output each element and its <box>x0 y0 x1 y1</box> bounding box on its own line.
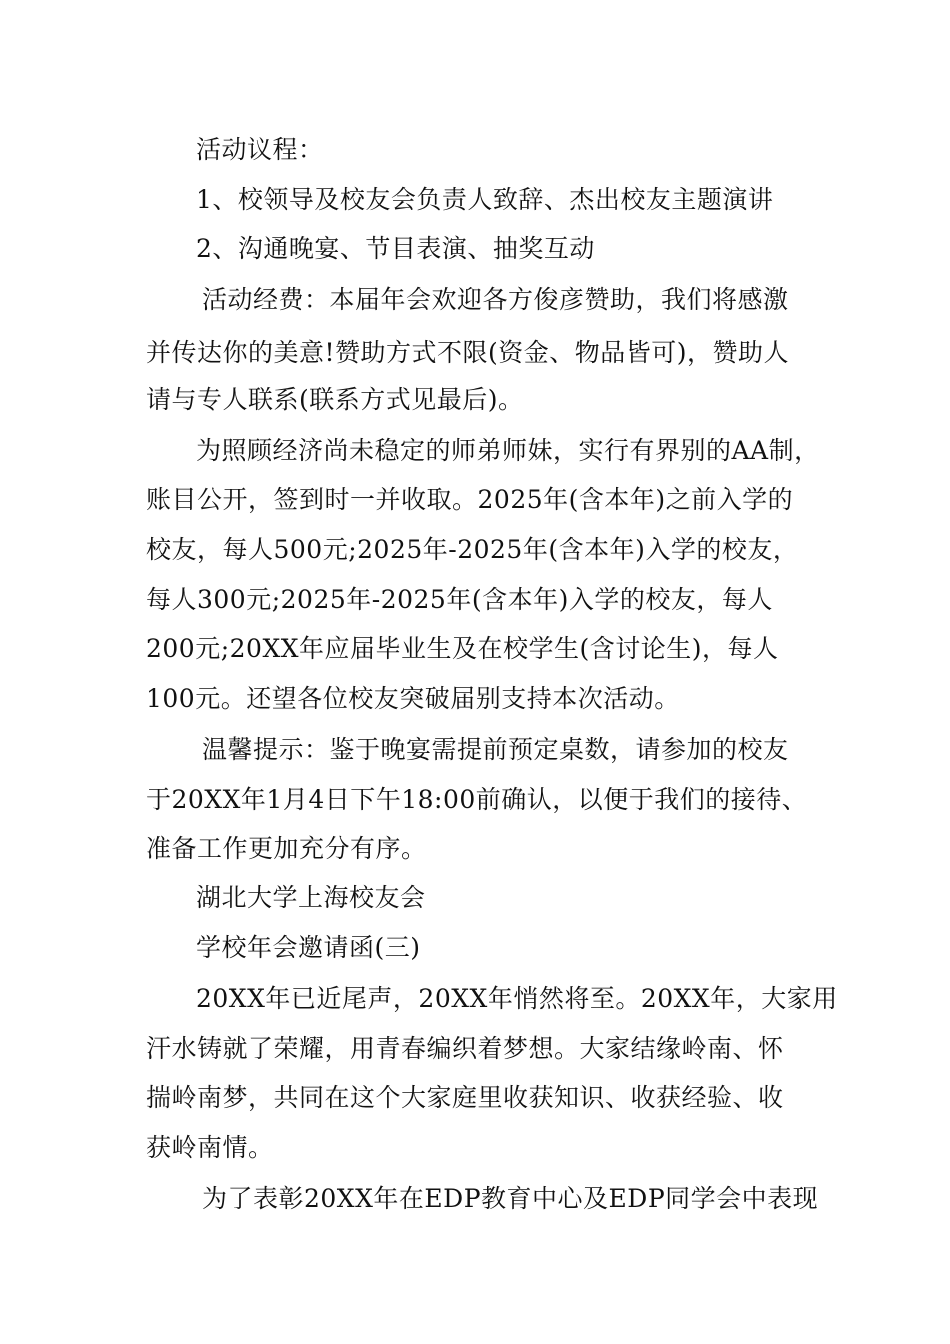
agenda-item-2: 2、沟通晚宴、节目表演、抽奖互动 <box>196 234 595 263</box>
section-title: 学校年会邀请函(三) <box>196 933 421 962</box>
fee-paragraph-line-3: 校友，每人500元;2025年-2025年(含本年)入学的校友， <box>146 535 799 564</box>
fee-paragraph-line-2: 账目公开，签到时一并收取。2025年(含本年)之前入学的 <box>146 485 794 514</box>
funding-paragraph-line-1: 活动经费：本届年会欢迎各方俊彦赞助，我们将感激 <box>202 285 789 314</box>
organizer-signature: 湖北大学上海校友会 <box>196 883 426 912</box>
award-paragraph-line-1: 为了表彰20XX年在EDP教育中心及EDP同学会中表现 <box>202 1184 819 1213</box>
intro-paragraph-line-4: 获岭南情。 <box>146 1133 274 1162</box>
reminder-paragraph-line-3: 准备工作更加充分有序。 <box>146 834 427 863</box>
reminder-paragraph-line-2: 于20XX年1月4日下午18:00前确认，以便于我们的接待、 <box>146 785 808 814</box>
intro-paragraph-line-2: 汗水铸就了荣耀，用青春编织着梦想。大家结缘岭南、怀 <box>146 1034 784 1063</box>
fee-paragraph-line-1: 为照顾经济尚未稳定的师弟师妹，实行有界别的AA制， <box>196 436 820 465</box>
funding-paragraph-line-3: 请与专人联系(联系方式见最后)。 <box>146 385 524 414</box>
reminder-paragraph-line-1: 温馨提示：鉴于晚宴需提前预定桌数，请参加的校友 <box>202 735 789 764</box>
funding-paragraph-line-2: 并传达你的美意!赞助方式不限(资金、物品皆可)，赞助人 <box>146 338 790 367</box>
fee-paragraph-line-5: 200元;20XX年应届毕业生及在校学生(含讨论生)，每人 <box>146 634 779 663</box>
agenda-item-1: 1、校领导及校友会负责人致辞、杰出校友主题演讲 <box>196 185 774 214</box>
fee-paragraph-line-6: 100元。还望各位校友突破届别支持本次活动。 <box>146 684 680 713</box>
intro-paragraph-line-3: 揣岭南梦，共同在这个大家庭里收获知识、收获经验、收 <box>146 1083 784 1112</box>
fee-paragraph-line-4: 每人300元;2025年-2025年(含本年)入学的校友，每人 <box>146 585 773 614</box>
agenda-heading: 活动议程： <box>196 135 324 164</box>
intro-paragraph-line-1: 20XX年已近尾声，20XX年悄然将至。20XX年，大家用 <box>196 984 838 1013</box>
